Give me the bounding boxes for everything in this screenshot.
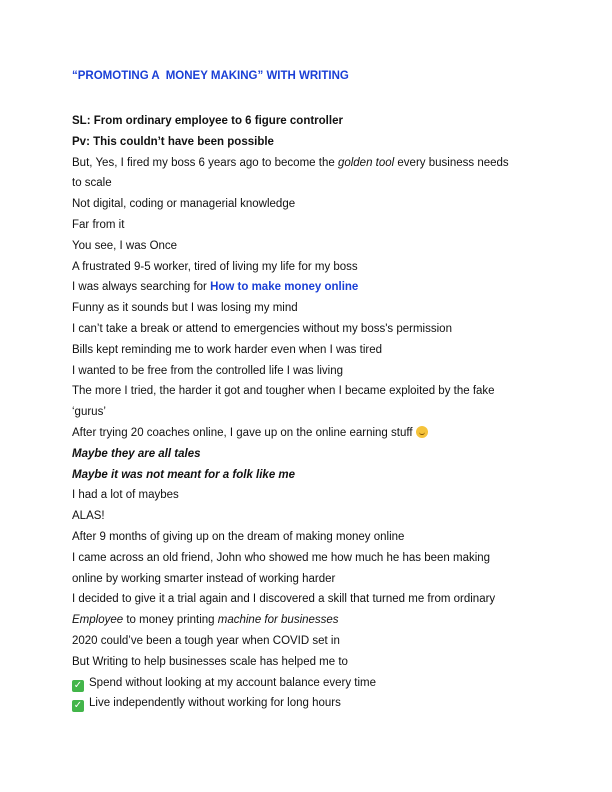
paragraph-line: ALAS! (72, 510, 105, 523)
text-run: But, Yes, I fired my boss 6 years ago to become the (72, 156, 338, 169)
paragraph-line (72, 153, 544, 174)
checklist-text: Spend without looking at my account balance every time (89, 676, 377, 689)
paragraph-line: online by working smarter instead of working harder (72, 572, 336, 585)
paragraph-line: You see, I was Once (72, 239, 178, 252)
paragraph-line: Far from it (72, 218, 125, 231)
paragraph-line: I decided to give it a trial again and I discovered a skill that turned me from ordinary (72, 593, 496, 606)
paragraph-line: Maybe they are all tales (72, 447, 201, 460)
paragraph-line: I had a lot of maybes (72, 489, 179, 502)
subject-line: SL: From ordinary employee to 6 figure controller (72, 115, 343, 127)
text-run: After trying 20 coaches online, I gave up on the online earning stuff (72, 426, 413, 439)
paragraph-line: 2020 could’ve been a tough year when COVID set in (72, 634, 340, 647)
paragraph-line (72, 423, 544, 444)
paragraph-line (72, 610, 544, 631)
paragraph-line: But Writing to help businesses scale has helped me to (72, 655, 348, 668)
check-mark-icon: ✓ (73, 679, 83, 691)
text-run: to money printing (123, 614, 218, 627)
text-run: every business needs (394, 156, 509, 169)
paragraph-line: I can’t take a break or attend to emergencies without my boss's permission (72, 322, 452, 335)
italic-text: golden tool (337, 156, 395, 169)
paragraph-line: I wanted to be free from the controlled life I was living (72, 364, 344, 377)
italic-text: machine for businesses (217, 614, 339, 627)
paragraph-line: The more I tried, the harder it got and tougher when I became exploited by the fake (72, 385, 495, 398)
paragraph-line: Funny as it sounds but I was losing my mind (72, 302, 298, 315)
paragraph-line: Maybe it was not meant for a folk like me (72, 468, 296, 481)
preview-line: Pv: This couldn’t have been possible (72, 135, 274, 148)
paragraph-line: Not digital, coding or managerial knowledge (72, 198, 296, 211)
checklist-text: Live independently without working for long hours (89, 697, 341, 710)
paragraph-line: to scale (72, 177, 112, 190)
paragraph-line: ‘gurus’ (72, 406, 106, 419)
text-run: I was always searching for (72, 281, 211, 294)
paragraph-line: After 9 months of giving up on the dream of making money online (72, 530, 405, 543)
italic-text: Employee (72, 614, 124, 627)
document-body (72, 111, 544, 714)
highlighted-phrase: How to make money online (210, 281, 359, 294)
paragraph-line: A frustrated 9-5 worker, tired of living my life for my boss (72, 260, 358, 273)
checklist-item (72, 693, 544, 714)
checklist-item (72, 673, 544, 694)
paragraph-line (72, 277, 544, 298)
check-mark-icon: ✓ (73, 700, 83, 712)
paragraph-line: Bills kept reminding me to work harder even when I was tired (72, 343, 383, 356)
paragraph-line: I came across an old friend, John who showed me how much he has been making (72, 551, 491, 564)
document-title: “PROMOTING A MONEY MAKING” WITH WRITING (72, 70, 349, 82)
relieved-face-icon (416, 426, 428, 438)
